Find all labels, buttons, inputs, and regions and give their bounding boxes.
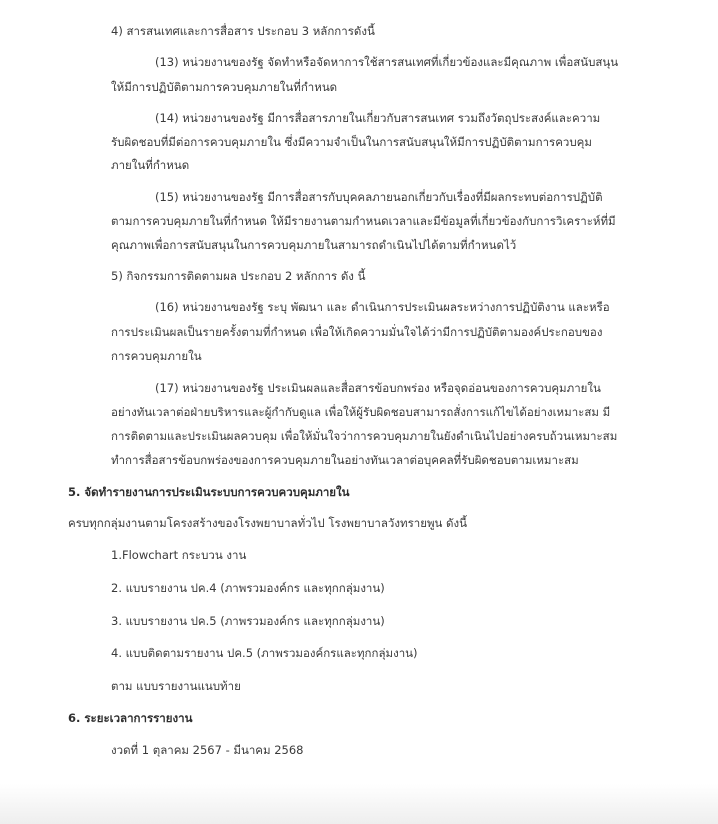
report-item-2: 2. แบบรายงาน ปค.4 (ภาพรวมองค์กร และทุกกลุ่มงาน) xyxy=(111,581,385,595)
report-item-1: 1.Flowchart กระบวน งาน xyxy=(111,548,247,562)
paragraph-17-line-2: อย่างทันเวลาต่อฝ่ายบริหารและผู้กำกับดูแล เพื่อให้ผู้รับผิดชอบสามารถสั่งการแก้ไขได้อย่างเหมาะสม มี xyxy=(111,405,611,419)
section-5-heading: 5) กิจกรรมการติดตามผล ประกอบ 2 หลักการ ดัง นี้ xyxy=(111,269,366,283)
paragraph-17-line-3: การติดตามและประเมินผลควบคุม เพื่อให้มั่นใจว่าการควบคุมภายในยังดำเนินไปอย่างครบถ้วนเหมาะสม xyxy=(111,429,618,443)
paragraph-13-line-1: (13) หน่วยงานของรัฐ จัดทำหรือจัดหาการใช้สารสนเทศที่เกี่ยวข้องและมีคุณภาพ เพื่อสนับสนุน xyxy=(155,55,619,69)
report-attachment-note: ตาม แบบรายงานแนบท้าย xyxy=(111,679,241,693)
paragraph-15-line-2: ตามการควบคุมภายในที่กำหนด ให้มีรายงานตามกำหนดเวลาและมีข้อมูลที่เกี่ยวข้องกับการวิเคราะห์ที่มี xyxy=(111,214,616,228)
report-item-3: 3. แบบรายงาน ปค.5 (ภาพรวมองค์กร และทุกกลุ่มงาน) xyxy=(111,614,385,628)
paragraph-14-line-2: รับผิดชอบที่มีต่อการควบคุมภายใน ซึ่งมีความจำเป็นในการสนับสนุนให้มีการปฏิบัติตามการควบคุม xyxy=(111,135,592,149)
section-4-heading: 4) สารสนเทศและการสื่อสาร ประกอบ 3 หลักการดังนี้ xyxy=(111,24,375,38)
report-item-4: 4. แบบติดตามรายงาน ปค.5 (ภาพรวมองค์กรและทุกกลุ่มงาน) xyxy=(111,646,418,660)
heading-6-period: 6. ระยะเวลาการรายงาน xyxy=(68,711,193,725)
paragraph-15-line-1: (15) หน่วยงานของรัฐ มีการสื่อสารกับบุคคลภายนอกเกี่ยวกับเรื่องที่มีผลกระทบต่อการปฏิบัติ xyxy=(155,190,603,204)
paragraph-13-line-2: ให้มีการปฏิบัติตามการควบคุมภายในที่กำหนด xyxy=(111,80,338,94)
paragraph-14-line-3: ภายในที่กำหนด xyxy=(111,158,190,172)
paragraph-15-line-3: คุณภาพเพื่อการสนับสนุนในการควบคุมภายในสามารถดำเนินไปได้ตามที่กำหนดไว้ xyxy=(111,238,517,252)
paragraph-16-line-3: การควบคุมภายใน xyxy=(111,349,202,363)
paragraph-14-line-1: (14) หน่วยงานของรัฐ มีการสื่อสารภายในเกี่ยวกับสารสนเทศ รวมถึงวัตถุประสงค์และความ xyxy=(155,111,601,125)
paragraph-16-line-1: (16) หน่วยงานของรัฐ ระบุ พัฒนา และ ดำเนินการประเมินผลระหว่างการปฏิบัติงาน และหรือ xyxy=(155,300,610,314)
paragraph-16-line-2: การประเมินผลเป็นรายครั้งตามที่กำหนด เพื่อให้เกิดความมั่นใจได้ว่ามีการปฏิบัติตามองค์ประกอบของ xyxy=(111,325,603,339)
paragraph-17-line-4: ทำการสื่อสารข้อบกพร่องของการควบคุมภายในอย่างทันเวลาต่อบุคคลที่รับผิดชอบตามเหมาะสม xyxy=(111,453,579,467)
bottom-shading xyxy=(0,784,718,824)
report-period-line: งวดที่ 1 ตุลาคม 2567 - มีนาคม 2568 xyxy=(111,743,304,757)
heading-5-report: 5. จัดทำรายงานการประเมินระบบการควบควบคุมภายใน xyxy=(68,485,350,499)
report-intro-line: ครบทุกกลุ่มงานตามโครงสร้างของโรงพยาบาลทั่วไป โรงพยาบาลวังทรายพูน ดังนี้ xyxy=(68,516,468,530)
paragraph-17-line-1: (17) หน่วยงานของรัฐ ประเมินผลและสื่อสารข้อบกพร่อง หรือจุดอ่อนของการควบคุมภายใน xyxy=(155,381,601,395)
